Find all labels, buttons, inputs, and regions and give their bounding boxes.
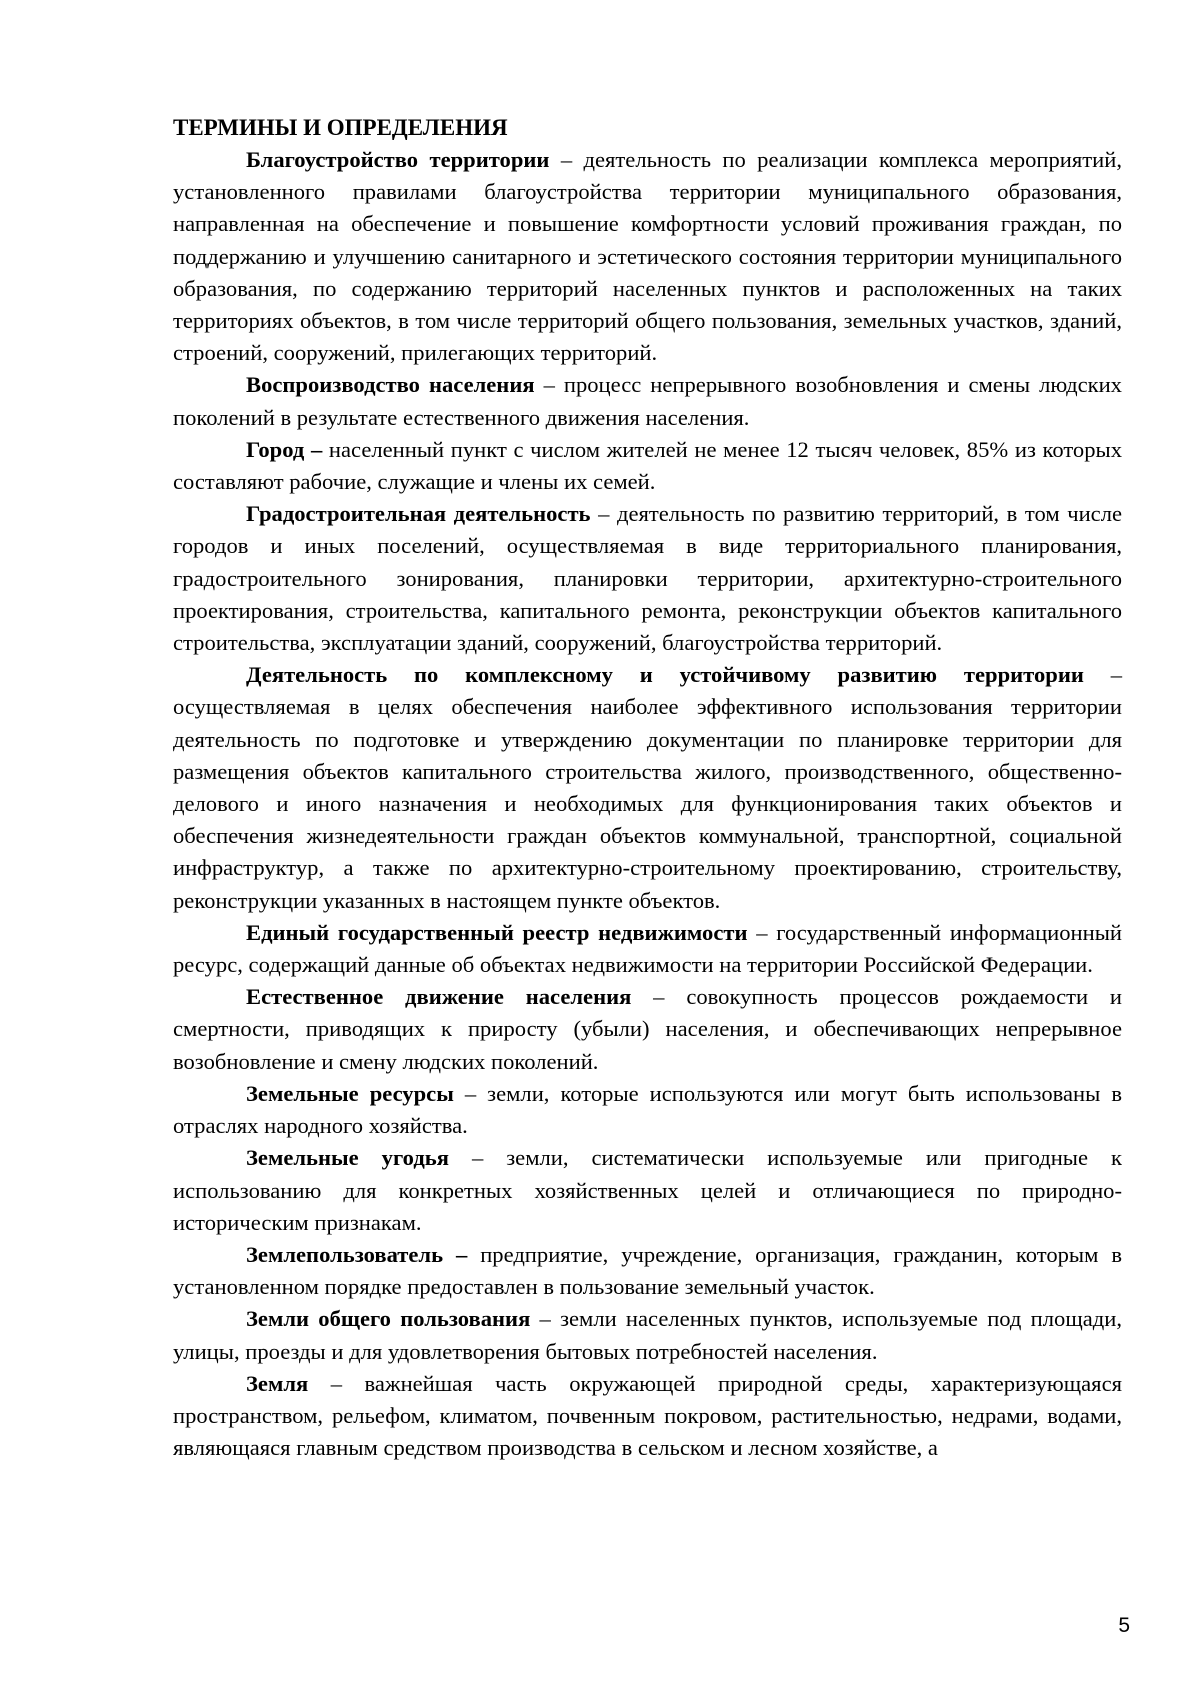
definition: – процесс непрерывного возобновления и смены людских поколений в результате естественного движения населения. [173,372,1122,430]
definition: – земли, которые используются или могут быть использованы в отраслях народного хозяйства. [173,1080,1122,1139]
term: Земли общего пользования [246,1306,531,1332]
definition: – важнейшая часть окружающей природной среды, характеризующаяся пространством, рельефом, климатом, почвенным покровом, растительностью, недрами, водами, являющаяся главным средством производства в сельском и лесном хозяйстве, а [173,1370,1122,1461]
term: Единый государственный реестр недвижимости [246,919,748,945]
term: Земельные угодья [246,1145,449,1171]
definition-entry [173,369,1122,433]
definition: – земли, систематически используемые или пригодные к использованию для конкретных хозяйственных целей и отличающиеся по природно-историческим признакам. [173,1145,1122,1235]
term: Естественное движение населения [246,984,632,1010]
term: Деятельность по комплексному и устойчивому развитию территории [246,662,1084,688]
definition: населенный пункт с числом жителей не менее 12 тысяч человек, 85% из которых составляют рабочие, служащие и члены их семей. [173,436,1122,495]
term: Землепользователь – [246,1241,468,1267]
definition: – земли населенных пунктов, используемые под площади, улицы, проезды и для удовлетворения бытовых потребностей населения. [173,1306,1122,1364]
definition-entry [173,1142,1122,1239]
definition: – совокупность процессов рождаемости и смертности, приводящих к приросту (убыли) населения, и обеспечивающих непрерывное возобновление и смену людских поколений. [173,984,1123,1074]
term: Благоустройство территории [246,147,550,172]
definition-entry [173,659,1122,917]
definition-entry [173,498,1122,659]
definition-entry [173,144,1122,369]
definition: – деятельность по реализации комплекса мероприятий, установленного правилами благоустройства территории муниципального образования, направленная на обеспечение и повышение комфортности условий проживания граждан, по поддержанию и улучшению санитарного и эстетического состояния территории муниципального образования, по содержанию территорий населенных пунктов и расположенных на таких территориях объектов, в том числе территорий общего пользования, земельных участков, зданий, строений, сооружений, прилегающих территорий. [173,147,1122,366]
term: Город – [246,436,323,462]
definition-entry [173,1303,1122,1367]
definition-entry [173,1078,1122,1142]
definition: – осуществляемая в целях обеспечения наиболее эффективного использования территории деятельность по подготовке и утверждению документации по планировке территории для размещения объектов капитального строительства жилого, производственного, общественно-делового и иного назначения и необходимых для функционирования таких объектов и обеспечения жизнедеятельности граждан объектов коммунальной, транспортной, социальной инфраструктур, а также по архитектурно-строительному проектированию, строительству, реконструкции указанных в настоящем пункте объектов. [173,662,1122,913]
definition-entry [173,1368,1122,1465]
definition: – государственный информационный ресурс, содержащий данные об объектах недвижимости на территории Российской Федерации. [173,919,1123,978]
definition: предприятие, учреждение, организация, гражданин, которым в установленном порядке предоставлен в пользование земельный участок. [173,1241,1122,1300]
definition-entry [173,1239,1122,1303]
term: Земля [246,1370,309,1396]
definition: – деятельность по развитию территорий, в том числе городов и иных поселений, осуществляемая в виде территориального планирования, градостроительного зонирования, планировки территории, архитектурно-строительного проектирования, строительства, капитального ремонта, реконструкции объектов капитального строительства, эксплуатации зданий, сооружений, благоустройства территорий. [173,501,1122,656]
definition-entry [173,981,1122,1078]
page-number: 5 [1118,1614,1130,1637]
definition-entry [173,917,1122,981]
term: Земельные ресурсы [246,1080,454,1106]
term: Градостроительная деятельность [246,501,591,527]
definition-entry [173,434,1122,498]
page-content [173,112,1122,1464]
section-heading: ТЕРМИНЫ И ОПРЕДЕЛЕНИЯ [173,115,508,140]
term: Воспроизводство населения [246,372,535,398]
